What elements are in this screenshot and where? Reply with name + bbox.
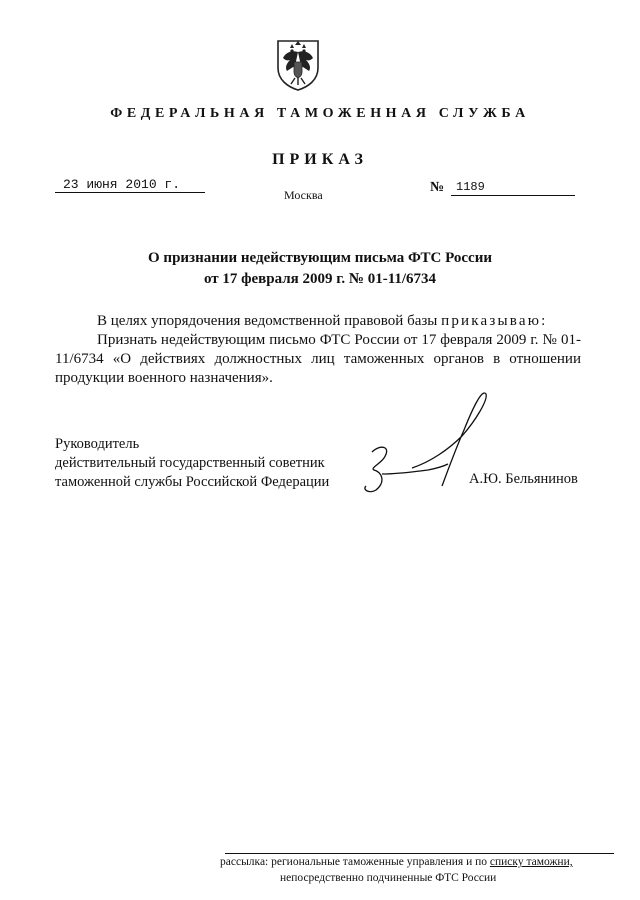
distribution-underlined: списку таможни, [489,856,573,868]
document-title [0,248,640,290]
distribution-prefix: рассылка: региональные таможенные управления и по [220,856,490,868]
document-type: ПРИКАЗ [272,151,368,168]
signer-block [55,435,329,492]
coat-of-arms-icon [274,38,322,92]
order-number: 1189 [451,180,575,196]
distribution-line-2: непосредственно подчиненные ФТС России [280,872,497,884]
distribution-line-1 [220,854,620,870]
agency-name: ФЕДЕРАЛЬНАЯ ТАМОЖЕННАЯ СЛУЖБА [110,106,530,121]
body-text: Признать недействующим письмо ФТС России от 17 февраля 2009 г. № 01-11/6734 «О действиях должностных лиц таможенных органов в отношении продукции военного назначения». [55,332,581,386]
order-number-label: № [430,180,445,195]
signer-position-line-1: Руководитель [55,436,140,452]
title-line-2: от 17 февраля 2009 г. № 01-11/6734 [203,271,437,287]
body-intro-text: В целях упорядочения ведомственной правовой базы [97,313,438,329]
issue-city: Москва [284,188,323,202]
signer-name: А.Ю. Бельянинов [469,471,578,487]
order-date: 23 июня 2010 г. [55,177,205,193]
title-line-1: О признании недействующим письма ФТС России [148,250,492,266]
body-intro-order-word: приказываю: [441,313,548,329]
body-intro [97,313,548,330]
distribution-note [220,854,620,886]
signer-position-line-3: таможенной службы Российской Федерации [55,474,330,490]
signer-position-line-2: действительный государственный советник [55,455,325,471]
